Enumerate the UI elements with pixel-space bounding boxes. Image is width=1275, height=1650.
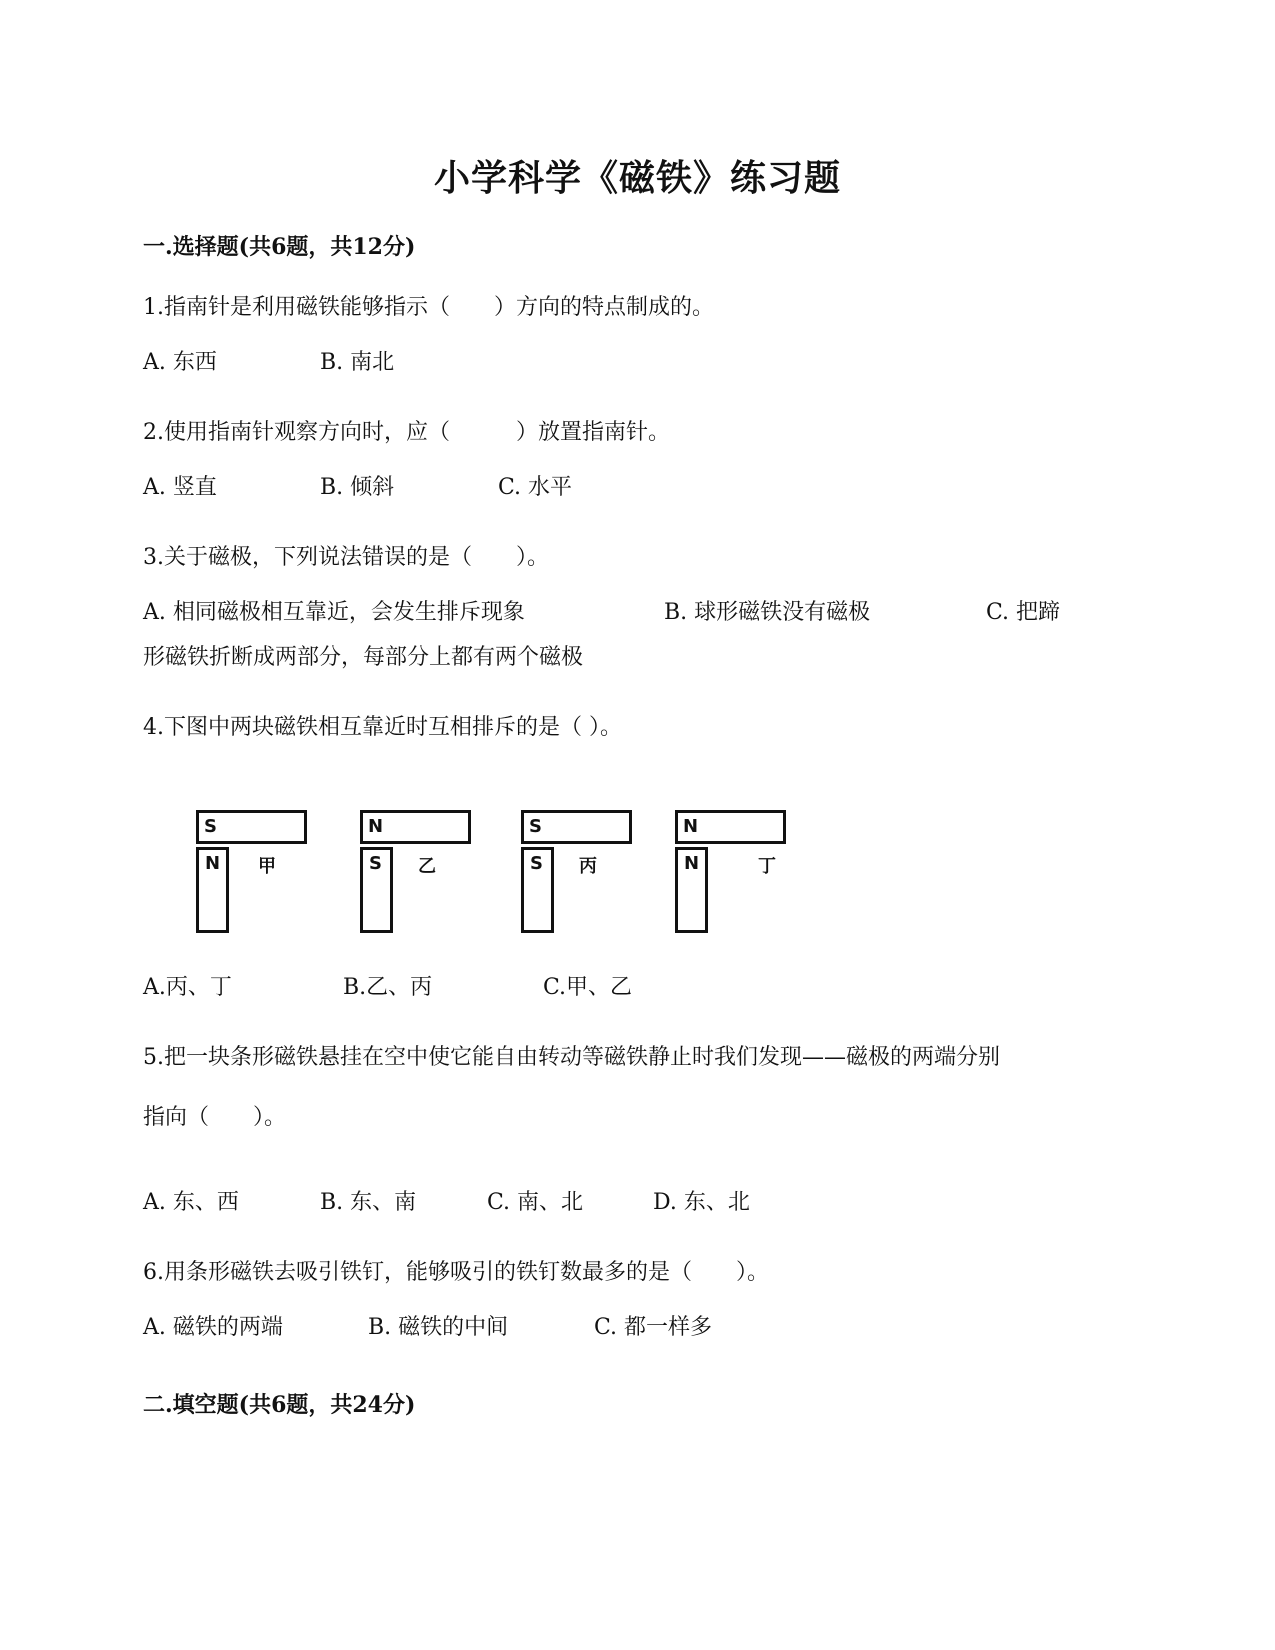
magnet-yi-horizontal bbox=[360, 810, 471, 844]
magnet-bing-vertical bbox=[521, 847, 554, 933]
pole-label: S bbox=[369, 853, 382, 874]
section-heading-fill-in: 二.填空题(共6题，共24分) bbox=[143, 1392, 416, 1418]
question-5-option-d: D. 东、北 bbox=[653, 1190, 750, 1215]
page-title: 小学科学《磁铁》练习题 bbox=[433, 157, 841, 199]
question-6-option-a: A. 磁铁的两端 bbox=[143, 1315, 283, 1340]
question-1-option-a: A. 东西 bbox=[143, 350, 217, 375]
pole-label: N bbox=[368, 816, 384, 837]
magnet-bing-horizontal bbox=[521, 810, 632, 844]
question-4-option-a: A.丙、丁 bbox=[143, 975, 232, 1000]
question-3-option-c-continuation: 形磁铁折断成两部分，每部分上都有两个磁极 bbox=[143, 645, 584, 670]
question-4-stem: 4.下图中两块磁铁相互靠近时互相排斥的是（ ）。 bbox=[143, 715, 622, 740]
pole-label: N bbox=[684, 853, 700, 874]
question-6-option-b: B. 磁铁的中间 bbox=[368, 1315, 509, 1340]
magnet-yi-vertical bbox=[360, 847, 393, 933]
magnet-label-ding: 丁 bbox=[758, 856, 776, 877]
question-2-option-c: C. 水平 bbox=[498, 475, 573, 500]
question-5-stem: 5.把一块条形磁铁悬挂在空中使它能自由转动等磁铁静止时我们发现——磁极的两端分别 bbox=[143, 1045, 1000, 1070]
question-5-option-c: C. 南、北 bbox=[487, 1190, 584, 1215]
pole-label: S bbox=[529, 816, 542, 837]
question-2-option-b: B. 倾斜 bbox=[320, 475, 395, 500]
magnet-jia-vertical bbox=[196, 847, 229, 933]
question-1-option-b: B. 南北 bbox=[320, 350, 395, 375]
magnets-figure bbox=[196, 810, 836, 960]
magnet-jia-horizontal bbox=[196, 810, 307, 844]
question-3-option-c: C. 把蹄 bbox=[986, 600, 1061, 625]
pole-label: N bbox=[205, 853, 221, 874]
magnet-ding-vertical bbox=[675, 847, 708, 933]
question-3-stem: 3.关于磁极，下列说法错误的是（ ）。 bbox=[143, 545, 549, 570]
pole-label: S bbox=[204, 816, 217, 837]
question-3-option-b: B. 球形磁铁没有磁极 bbox=[664, 600, 871, 625]
question-2-option-a: A. 竖直 bbox=[143, 475, 217, 500]
question-1-stem: 1.指南针是利用磁铁能够指示（ ）方向的特点制成的。 bbox=[143, 295, 714, 320]
magnet-label-jia: 甲 bbox=[258, 856, 276, 877]
question-6-option-c: C. 都一样多 bbox=[594, 1315, 713, 1340]
pole-label: S bbox=[530, 853, 543, 874]
question-4-option-c: C.甲、乙 bbox=[543, 975, 633, 1000]
question-4-option-b: B.乙、丙 bbox=[343, 975, 433, 1000]
question-5-stem-line2: 指向（ ）。 bbox=[143, 1105, 287, 1130]
question-6-stem: 6.用条形磁铁去吸引铁钉，能够吸引的铁钉数最多的是（ ）。 bbox=[143, 1260, 769, 1285]
magnet-ding-horizontal bbox=[675, 810, 786, 844]
section-heading-choice: 一.选择题(共6题，共12分) bbox=[143, 234, 416, 260]
magnet-label-bing: 丙 bbox=[579, 856, 597, 877]
magnet-label-yi: 乙 bbox=[418, 856, 436, 877]
question-5-option-a: A. 东、西 bbox=[143, 1190, 239, 1215]
question-2-stem: 2.使用指南针观察方向时，应（ ）放置指南针。 bbox=[143, 420, 670, 445]
question-3-option-a: A. 相同磁极相互靠近，会发生排斥现象 bbox=[143, 600, 525, 625]
pole-label: N bbox=[683, 816, 699, 837]
question-5-option-b: B. 东、南 bbox=[320, 1190, 417, 1215]
